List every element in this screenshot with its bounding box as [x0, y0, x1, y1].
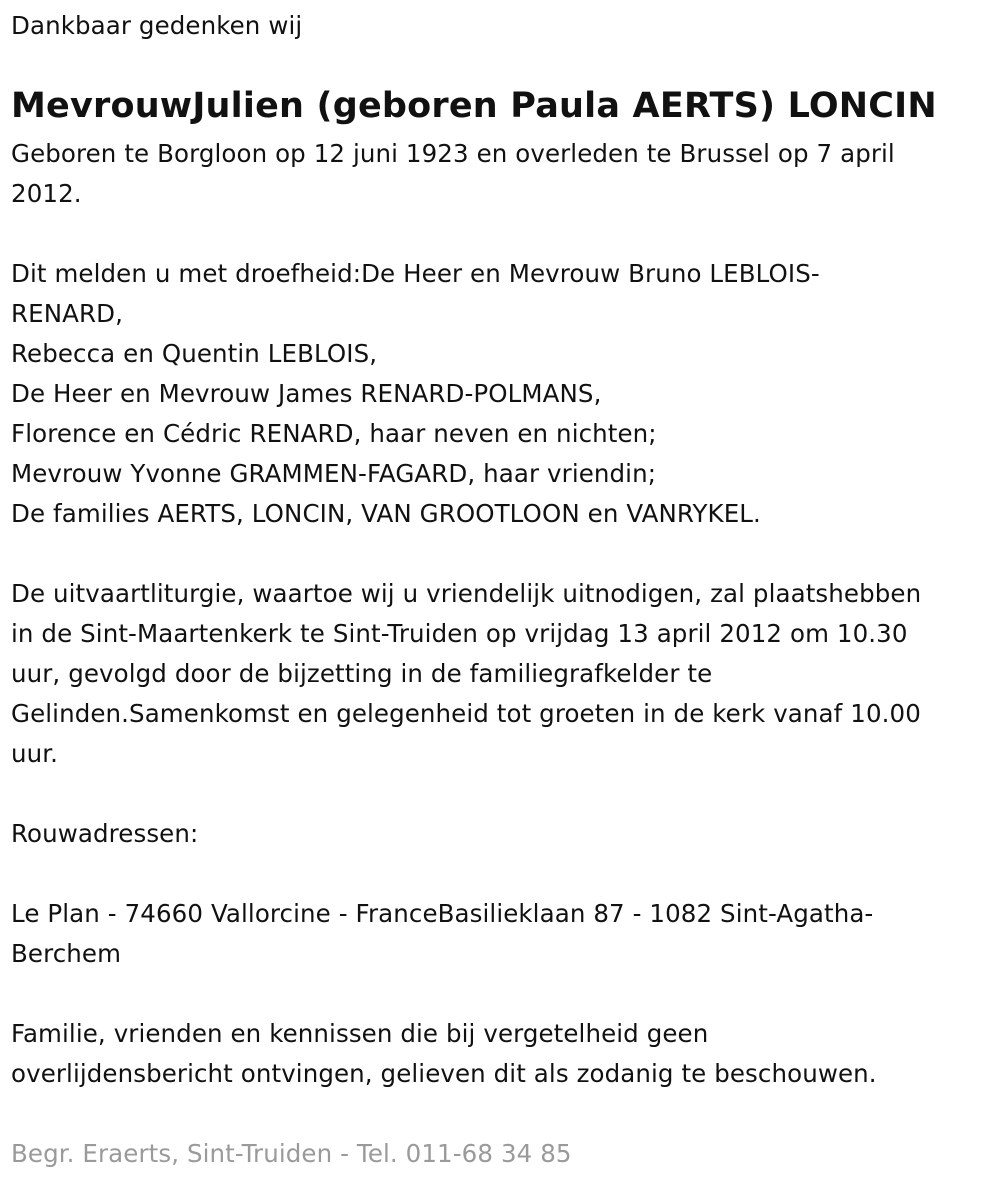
- funeral-home-footer: Begr. Eraerts, Sint-Truiden - Tel. 011-68 34 85: [11, 1139, 572, 1168]
- text-line: Rebecca en Quentin LEBLOIS,: [11, 339, 378, 368]
- text-line: uur.: [11, 739, 59, 768]
- text-line: Geboren te Borgloon op 12 juni 1923 en overleden te Brussel op 7 april: [11, 139, 895, 168]
- family-paragraph: [11, 254, 820, 534]
- text-line: De families AERTS, LONCIN, VAN GROOTLOON en VANRYKEL.: [11, 499, 761, 528]
- deceased-name: MevrouwJulien (geboren Paula AERTS) LONCIN: [11, 86, 937, 126]
- intro-text: Dankbaar gedenken wij: [11, 11, 303, 40]
- text-line: uur, gevolgd door de bijzetting in de familiegrafkelder te: [11, 659, 713, 688]
- text-line: De uitvaartliturgie, waartoe wij u vriendelijk uitnodigen, zal plaatshebben: [11, 579, 922, 608]
- text-line: Berchem: [11, 939, 122, 968]
- text-line: RENARD,: [11, 299, 123, 328]
- text-line: Florence en Cédric RENARD, haar neven en nichten;: [11, 419, 657, 448]
- text-line: Le Plan - 74660 Vallorcine - FranceBasilieklaan 87 - 1082 Sint-Agatha-: [11, 899, 874, 928]
- text-line: in de Sint-Maartenkerk te Sint-Truiden op vrijdag 13 april 2012 om 10.30: [11, 619, 908, 648]
- closing-note-paragraph: [11, 1014, 877, 1094]
- text-line: De Heer en Mevrouw James RENARD-POLMANS,: [11, 379, 602, 408]
- text-line: Familie, vrienden en kennissen die bij vergetelheid geen: [11, 1019, 709, 1048]
- text-line: Gelinden.Samenkomst en gelegenheid tot groeten in de kerk vanaf 10.00: [11, 699, 921, 728]
- text-line: overlijdensbericht ontvingen, gelieven dit als zodanig te beschouwen.: [11, 1059, 877, 1088]
- text-line: Mevrouw Yvonne GRAMMEN-FAGARD, haar vriendin;: [11, 459, 657, 488]
- birth-death-paragraph: [11, 134, 895, 214]
- text-line: Dit melden u met droefheid:De Heer en Mevrouw Bruno LEBLOIS-: [11, 259, 820, 288]
- funeral-service-paragraph: [11, 574, 921, 774]
- addresses-title: Rouwadressen:: [11, 819, 199, 848]
- text-line: 2012.: [11, 179, 82, 208]
- addresses-paragraph: [11, 894, 873, 974]
